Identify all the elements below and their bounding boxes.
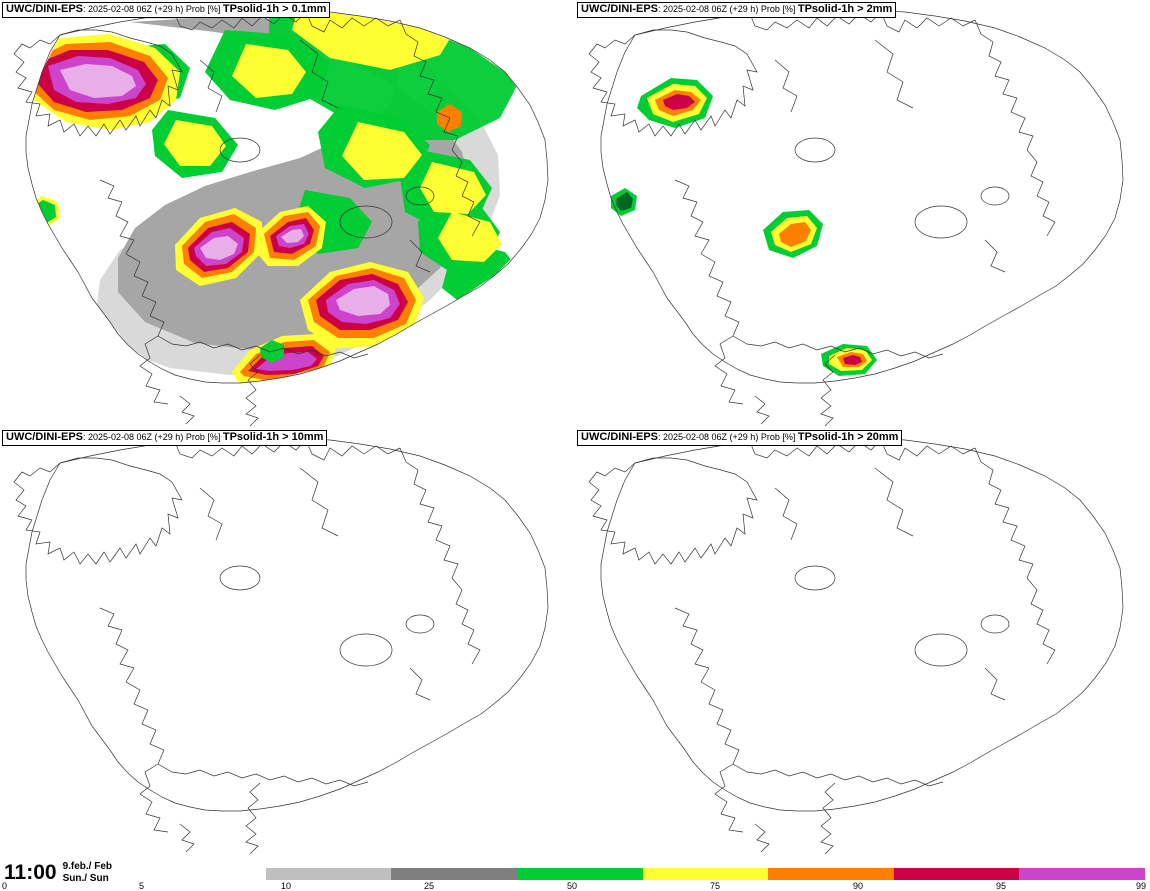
colorbar-seg-5 <box>768 868 894 880</box>
valid-date-line1: 9.feb./ Feb <box>62 861 113 872</box>
panel-variable-0: TPsolid-1h > 0.1mm <box>222 3 327 15</box>
colorbar-seg-6 <box>894 868 1020 880</box>
colorbar-seg-0 <box>140 868 266 880</box>
valid-date-line2: Sun./ Sun <box>62 873 109 884</box>
panel-model-0: UWC/DINI-EPS <box>6 3 83 15</box>
colorbar-tick-3: 25 <box>424 881 435 891</box>
colorbar-tick-0: 0 <box>2 881 8 891</box>
colorbar-tick-1: 5 <box>139 881 145 891</box>
colorbar-tick-5: 75 <box>710 881 721 891</box>
colorbar-seg-4 <box>643 868 769 880</box>
panel-run-2: : 2025-02-08 06Z (+29 h) Prob [%] <box>83 432 223 442</box>
colorbar-tick-6: 90 <box>853 881 864 891</box>
colorbar-tick-7: 95 <box>996 881 1007 891</box>
map-graphic-3 <box>575 428 1150 855</box>
panel-variable-1: TPsolid-1h > 2mm <box>797 3 893 15</box>
footer-bar <box>0 855 1150 891</box>
panel-model-2: UWC/DINI-EPS <box>6 431 83 443</box>
colorbar-wrap <box>0 855 1150 891</box>
map-panel-1[interactable] <box>575 0 1150 427</box>
colorbar-seg-2 <box>391 868 517 880</box>
colorbar-seg-1 <box>266 868 392 880</box>
map-graphic-0 <box>0 0 575 427</box>
colorbar-tick-8: 99 <box>1136 881 1147 891</box>
panel-title-0 <box>2 2 330 18</box>
panel-run-0: : 2025-02-08 06Z (+29 h) Prob [%] <box>83 4 223 14</box>
panel-model-3: UWC/DINI-EPS <box>581 431 658 443</box>
colorbar-tick-4: 50 <box>567 881 578 891</box>
map-graphic-1 <box>575 0 1150 427</box>
panel-title-1 <box>577 2 896 18</box>
colorbar-seg-3 <box>517 868 643 880</box>
map-panel-3[interactable] <box>575 428 1150 855</box>
valid-time: 11:00 <box>4 861 57 884</box>
map-panel-2[interactable] <box>0 428 575 855</box>
colorbar-tick-2: 10 <box>281 881 292 891</box>
panel-model-1: UWC/DINI-EPS <box>581 3 658 15</box>
colorbar-seg-7 <box>1019 868 1145 880</box>
colorbar <box>140 868 1145 880</box>
map-panel-0[interactable] <box>0 0 575 427</box>
panel-title-3 <box>577 430 902 446</box>
panel-title-2 <box>2 430 327 446</box>
colorbar-labels <box>0 881 1150 891</box>
panel-variable-2: TPsolid-1h > 10mm <box>222 431 324 443</box>
panel-run-3: : 2025-02-08 06Z (+29 h) Prob [%] <box>658 432 798 442</box>
map-graphic-2 <box>0 428 575 855</box>
panel-variable-3: TPsolid-1h > 20mm <box>797 431 899 443</box>
panel-run-1: : 2025-02-08 06Z (+29 h) Prob [%] <box>658 4 798 14</box>
